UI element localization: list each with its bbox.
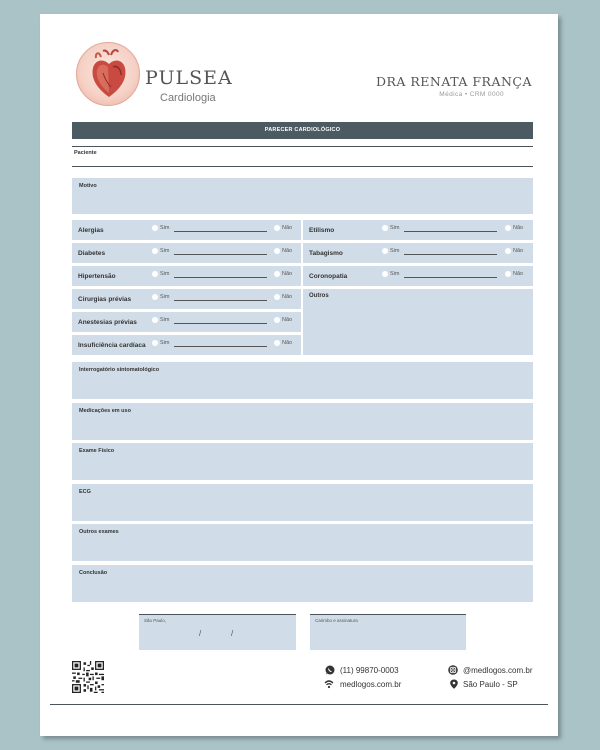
reason-field[interactable] — [72, 178, 533, 214]
no-radio[interactable] — [505, 225, 511, 231]
section-label: ECG — [79, 489, 91, 495]
no-label: Não — [513, 225, 524, 231]
no-radio[interactable] — [274, 340, 280, 346]
yes-radio[interactable] — [152, 271, 158, 277]
detail-line[interactable] — [404, 277, 497, 278]
no-radio[interactable] — [274, 271, 280, 277]
section-label: Exame Físico — [79, 448, 115, 454]
section-field[interactable] — [72, 524, 533, 561]
no-label: Não — [513, 248, 524, 254]
yes-radio[interactable] — [152, 225, 158, 231]
date-field[interactable] — [139, 614, 296, 650]
whatsapp-icon — [325, 665, 335, 675]
checklist-row — [72, 312, 301, 332]
yes-label: Sim — [160, 340, 170, 346]
phone-number: (11) 99870-0003 — [340, 666, 399, 675]
yes-radio[interactable] — [382, 225, 388, 231]
detail-line[interactable] — [174, 323, 267, 324]
other-conditions-field[interactable] — [303, 289, 533, 355]
row-label: Etilismo — [309, 227, 335, 234]
yes-label: Sim — [160, 271, 170, 277]
detail-line[interactable] — [174, 231, 267, 232]
yes-radio[interactable] — [152, 294, 158, 300]
checklist-row — [72, 220, 301, 240]
website[interactable]: medlogos.com.br — [340, 680, 402, 689]
stamp-label: Carimbo e assinatura — [315, 618, 358, 623]
brand-subtitle: Cardiologia — [160, 92, 216, 104]
checklist-row — [72, 335, 301, 355]
yes-radio[interactable] — [382, 248, 388, 254]
yes-label: Sim — [160, 294, 170, 300]
yes-label: Sim — [390, 271, 400, 277]
yes-radio[interactable] — [152, 248, 158, 254]
wifi-icon — [324, 679, 334, 689]
yes-radio[interactable] — [152, 317, 158, 323]
no-radio[interactable] — [505, 248, 511, 254]
heart-logo-icon — [76, 42, 140, 106]
yes-label: Sim — [390, 225, 400, 231]
section-field[interactable] — [72, 443, 533, 480]
no-label: Não — [282, 271, 293, 277]
no-label: Não — [513, 271, 524, 277]
qr-code — [72, 661, 104, 693]
detail-line[interactable] — [404, 254, 497, 255]
section-label: Outros exames — [79, 529, 119, 535]
checklist-row — [303, 220, 533, 240]
instagram-icon — [448, 665, 458, 675]
no-radio[interactable] — [274, 294, 280, 300]
detail-line[interactable] — [174, 277, 267, 278]
no-label: Não — [282, 340, 293, 346]
section-label: Conclusão — [79, 570, 108, 576]
no-label: Não — [282, 225, 293, 231]
date-separator: / — [231, 629, 234, 638]
other-label: Outros — [309, 293, 329, 299]
row-label: Tabagismo — [309, 250, 343, 257]
detail-line[interactable] — [404, 231, 497, 232]
no-radio[interactable] — [505, 271, 511, 277]
row-label: Anestesias prévias — [78, 319, 137, 326]
checklist-row — [72, 289, 301, 309]
yes-label: Sim — [160, 317, 170, 323]
yes-label: Sim — [390, 248, 400, 254]
no-label: Não — [282, 317, 293, 323]
checklist-row — [72, 266, 301, 286]
location: São Paulo - SP — [463, 680, 518, 689]
location-pin-icon — [449, 679, 459, 689]
signature-field[interactable] — [310, 614, 466, 650]
section-label: Interrogatório sintomatológico — [79, 367, 160, 373]
no-label: Não — [282, 294, 293, 300]
no-radio[interactable] — [274, 225, 280, 231]
section-field[interactable] — [72, 484, 533, 521]
section-label: Medicações em uso — [79, 408, 131, 414]
yes-radio[interactable] — [382, 271, 388, 277]
detail-line[interactable] — [174, 300, 267, 301]
yes-radio[interactable] — [152, 340, 158, 346]
footer-divider — [50, 704, 548, 705]
row-label: Cirurgias prévias — [78, 296, 132, 303]
form-sheet — [40, 14, 558, 736]
checklist-row — [303, 243, 533, 263]
doctor-name: DRA RENATA FRANÇA — [375, 74, 532, 89]
date-separator: / — [199, 629, 202, 638]
form-title: PARECER CARDIOLÓGICO — [72, 122, 533, 139]
row-label: Alergias — [78, 227, 104, 234]
section-field[interactable] — [72, 362, 533, 399]
date-label: São Paulo, — [144, 618, 167, 623]
row-label: Insuficiência cardíaca — [78, 342, 146, 349]
row-label: Diabetes — [78, 250, 106, 257]
row-label: Coronopatia — [309, 273, 348, 280]
patient-field[interactable] — [72, 166, 533, 167]
section-field[interactable] — [72, 565, 533, 602]
detail-line[interactable] — [174, 346, 267, 347]
row-label: Hipertensão — [78, 273, 116, 280]
brand-name: PULSEA — [145, 67, 233, 89]
divider — [72, 146, 533, 147]
no-label: Não — [282, 248, 293, 254]
doctor-credentials: Médica • CRM 0000 — [439, 91, 504, 98]
checklist-row — [303, 266, 533, 286]
instagram-handle[interactable]: @medlogos.com.br — [463, 666, 533, 675]
section-field[interactable] — [72, 403, 533, 440]
reason-label: Motivo — [79, 183, 97, 189]
patient-label: Paciente — [74, 150, 97, 156]
no-radio[interactable] — [274, 317, 280, 323]
checklist-row — [72, 243, 301, 263]
yes-label: Sim — [160, 225, 170, 231]
yes-label: Sim — [160, 248, 170, 254]
detail-line[interactable] — [174, 254, 267, 255]
no-radio[interactable] — [274, 248, 280, 254]
